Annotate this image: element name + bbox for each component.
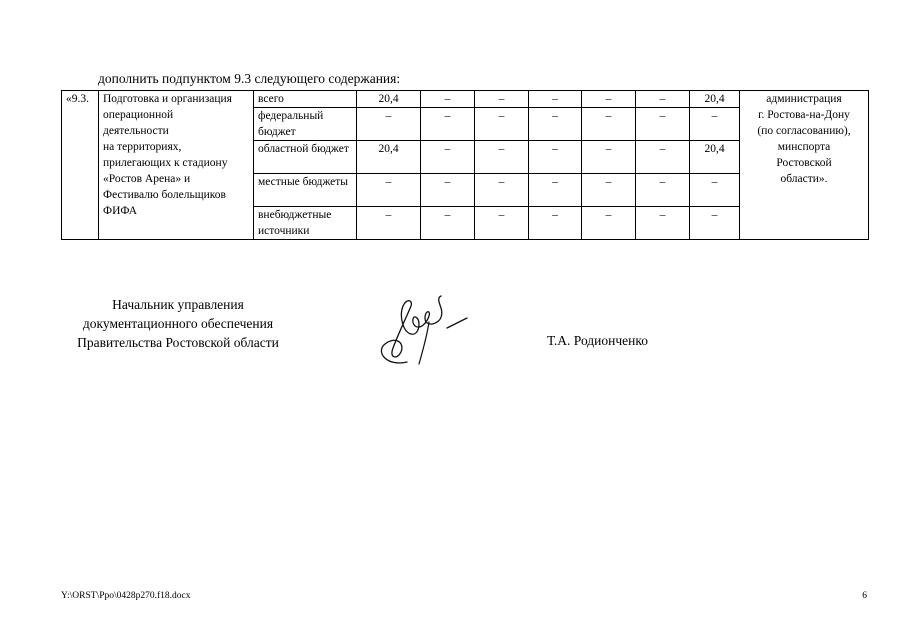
responsible-line: Ростовской [776,157,832,169]
responsible-line: администрация [766,93,842,105]
activity-name [99,91,254,240]
file-path: Y:\ORST\Ppo\0428p270.f18.docx [61,591,191,601]
item-number: «9.3. [62,91,99,240]
activity-name-line: ФИФА [103,205,138,217]
handwritten-signature [367,292,485,372]
signatory-name: Т.А. Родионченко [547,333,648,348]
activity-name-line: Подготовка и организация [103,93,232,105]
activity-name-line: деятельности [103,125,169,137]
funding-value: – [357,174,421,207]
responsible-line: минспорта [777,141,831,153]
responsible-line: (по согласованию), [757,125,851,137]
funding-value: 20,4 [690,141,740,174]
responsible-line: области». [780,173,828,185]
activity-name-line: прилегающих к стадиону [103,157,228,169]
funding-value: – [357,108,421,141]
funding-value: – [690,207,740,240]
funding-value: – [636,174,690,207]
funding-value: – [582,108,636,141]
funding-value: – [636,141,690,174]
funding-value: – [529,108,582,141]
funding-value: – [421,91,475,108]
funding-value: – [475,91,529,108]
intro-text: дополнить подпунктом 9.3 следующего содержания: [98,71,401,86]
funding-value: – [582,207,636,240]
page-number: 6 [862,591,867,601]
funding-value: 20,4 [690,91,740,108]
funding-value: – [475,141,529,174]
activity-name-line: на территориях, [103,141,182,153]
table-body [62,91,869,240]
funding-value: – [421,108,475,141]
funding-value: – [421,174,475,207]
funding-value: – [690,108,740,141]
funding-value: 20,4 [357,91,421,108]
funding-source: федеральный бюджет [254,108,357,141]
funding-value: – [529,91,582,108]
funding-value: – [636,108,690,141]
funding-value: – [529,141,582,174]
funding-value: – [636,207,690,240]
funding-source: областной бюджет [254,141,357,174]
table-row [62,91,869,108]
funding-source: местные бюджеты [254,174,357,207]
funding-value: – [475,207,529,240]
funding-table [61,90,869,240]
funding-source: всего [254,91,357,108]
funding-value: – [582,141,636,174]
activity-name-line: «Ростов Арена» и [103,173,191,185]
activity-name-line: Фестивалю болельщиков [103,189,226,201]
funding-value: – [475,108,529,141]
signatory-title-line: Правительства Ростовской области [77,335,279,350]
funding-value: – [357,207,421,240]
signatory-title [58,295,298,352]
activity-name-line: операционной [103,109,174,121]
funding-value: – [582,91,636,108]
signatory-title-line: Начальник управления [112,297,244,312]
funding-value: – [529,174,582,207]
funding-value: – [690,174,740,207]
funding-value: 20,4 [357,141,421,174]
funding-value: – [636,91,690,108]
funding-value: – [421,207,475,240]
signatory-title-line: документационного обеспечения [82,316,274,331]
funding-value: – [475,174,529,207]
responsible-party [740,91,869,240]
responsible-line: г. Ростова-на-Дону [758,109,850,121]
funding-value: – [582,174,636,207]
funding-value: – [529,207,582,240]
funding-source: внебюджетные источники [254,207,357,240]
funding-value: – [421,141,475,174]
